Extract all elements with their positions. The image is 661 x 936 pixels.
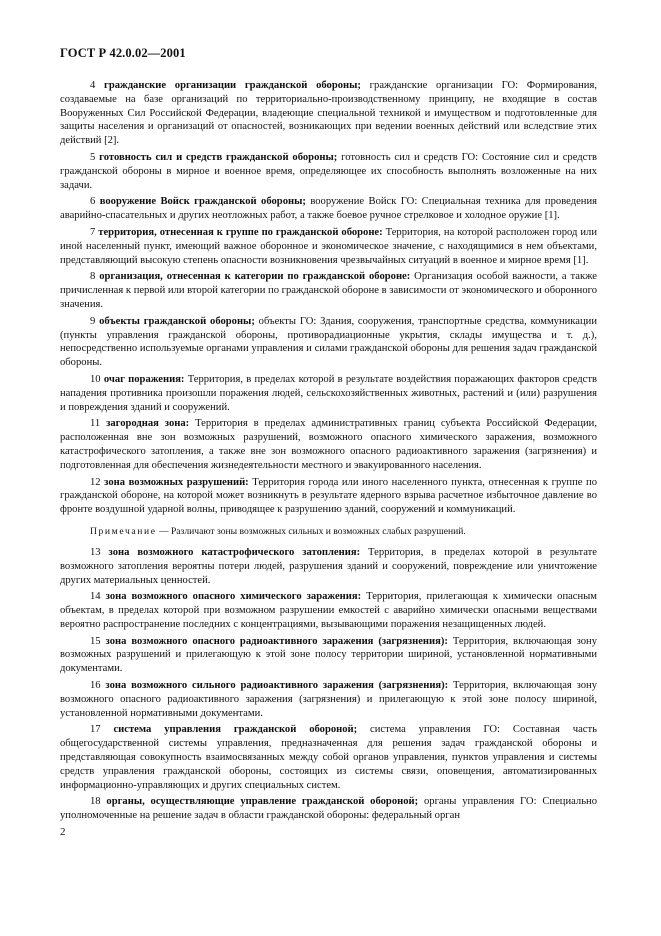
definition-number: 12 bbox=[90, 476, 101, 488]
definition-paragraph bbox=[60, 476, 597, 517]
definition-number: 7 bbox=[90, 226, 96, 238]
definition-paragraph bbox=[60, 546, 597, 587]
definitions-list-1 bbox=[60, 79, 597, 517]
document-body bbox=[60, 79, 597, 826]
definition-paragraph bbox=[60, 79, 597, 148]
definition-text: вооружение Войск ГО: Специальная техника для проведения аварийно-спасательных и других неотложных работ, а также боевое ручное стрелковое и холодное оружие [1]. bbox=[60, 196, 597, 222]
definition-text: Территория, в пределах которой в результате возможного затопления вероятны потери людей, разрушения зданий и сооружений, повреждение или уничтожение других материальных ценностей. bbox=[60, 546, 597, 586]
definition-term: зона возможного опасного радиоактивного заражения (загрязнения): bbox=[105, 635, 448, 647]
definition-paragraph bbox=[60, 270, 597, 311]
definition-term: зона возможного сильного радиоактивного заражения (загрязнения): bbox=[105, 680, 449, 692]
definition-term: система управления гражданской обороной; bbox=[113, 724, 358, 736]
definition-term: очаг поражения: bbox=[103, 373, 185, 385]
definition-term: готовность сил и средств гражданской обороны; bbox=[99, 151, 338, 163]
definition-term: объекты гражданской обороны; bbox=[99, 315, 255, 327]
definition-text: Территория, прилегающая к химически опасным объектам, в пределах которой при возможном разрушении емкостей с аварийно химически опасными веществами вероятно распространение последних с концентрациями, вызывающими поражения незащищенных людей. bbox=[60, 591, 598, 630]
definition-number: 5 bbox=[90, 151, 96, 163]
definition-number: 10 bbox=[90, 373, 101, 385]
definition-paragraph bbox=[60, 417, 597, 472]
definition-number: 8 bbox=[90, 271, 96, 283]
definition-text: Территория, включающая зону возможных разрушений и прилегающую к этой зоне полосу территории шириной, установленной нормативными документами. bbox=[60, 635, 597, 675]
definition-number: 11 bbox=[90, 418, 101, 430]
definition-paragraph bbox=[60, 226, 597, 267]
definition-paragraph bbox=[60, 195, 597, 223]
definition-paragraph bbox=[60, 635, 597, 676]
definition-term: загородная зона: bbox=[106, 418, 190, 430]
definition-term: зона возможного опасного химического заражения: bbox=[105, 591, 362, 603]
document-header: ГОСТ Р 42.0.02—2001 bbox=[60, 46, 186, 60]
definition-term: органы, осуществляющие управление гражданской обороной; bbox=[106, 796, 419, 808]
definition-number: 17 bbox=[90, 724, 101, 736]
definition-number: 18 bbox=[90, 796, 101, 808]
definition-text: готовность сил и средств ГО: Состояние сил и средств гражданской обороны в мирное и военное время, определяющее их способность выполнять возложенные на них задачи. bbox=[60, 151, 597, 191]
definitions-list-2 bbox=[60, 546, 597, 823]
definition-number: 13 bbox=[90, 546, 101, 558]
definition-paragraph bbox=[60, 315, 597, 370]
definition-paragraph bbox=[60, 373, 597, 414]
definition-paragraph bbox=[60, 679, 597, 720]
definition-number: 15 bbox=[90, 635, 101, 647]
definition-term: зона возможного катастрофического затопления: bbox=[108, 546, 361, 558]
definition-text: объекты ГО: Здания, сооружения, транспортные средства, коммуникации (пункты управления гражданской обороны, противорадиационные укрытия, склады имущества и т. д.), непосредственно используемые органами управления и силами гражданской обороны для решения задач гражданской обороны. bbox=[60, 315, 597, 369]
definition-text: органы управления ГО: Специально уполномоченные на решение задач в области гражданской обороны: федеральный орган bbox=[60, 796, 597, 822]
definition-number: 16 bbox=[90, 680, 101, 692]
definition-term: зона возможных разрушений: bbox=[104, 476, 249, 488]
definition-text: Территория в пределах административных границ субъекта Российской Федерации, расположенная вне зон возможных разрушений, возможного опасного химического заражения, возможного катастрофического затопления, а также вне зон возможного опасного радиоактивного заражения (загрязнения) и подготовленная для обеспечения жизнедеятельности местного и эвакуированного населения. bbox=[60, 418, 597, 471]
definition-text: Территория, включающая зону возможного опасного радиоактивного заражения (загрязнения) и прилегающую к этой зоне полосу шириной, установленной нормативными документами. bbox=[60, 680, 597, 719]
definition-number: 14 bbox=[90, 591, 101, 603]
note-label: Примечание bbox=[90, 525, 157, 537]
definition-number: 4 bbox=[90, 80, 96, 91]
definition-paragraph bbox=[60, 795, 597, 823]
definition-number: 6 bbox=[90, 196, 96, 208]
definition-paragraph bbox=[60, 723, 597, 792]
definition-text: система управления ГО: Составная часть общегосударственной системы управления, предназначенная для решения задач гражданской обороны и представляющая совокупность взаимосвязанных между собой органов управления, пунктов управления и системы средств управления гражданской обороны, состоящих из системы связи, оповещения, автоматизированных информационно-управляющих и других специальных систем. bbox=[60, 724, 597, 791]
definition-term: организация, отнесенная к категории по гражданской обороне: bbox=[99, 271, 411, 283]
page-number: 2 bbox=[60, 826, 66, 838]
definition-paragraph bbox=[60, 590, 597, 631]
definition-paragraph bbox=[60, 151, 597, 192]
definition-text: гражданские организации ГО: Формирования, создаваемые на базе организаций по территориально-производственному принципу, не входящие в состав Вооруженных Сил Российской Федерации, владеющие специальной техникой и имуществом и подготовленные для защиты населения и организаций от опасностей, возникающих при ведении военных действий или вследствие этих действий [2]. bbox=[60, 80, 597, 147]
definition-text: Территория, в пределах которой в результате воздействия поражающих факторов средств нападения противника произошли поражения людей, сельскохозяйственных животных, растений и (или) разрушения и повреждения зданий и сооружений. bbox=[60, 373, 598, 413]
definition-term: гражданские организации гражданской обороны; bbox=[104, 80, 361, 91]
definition-term: территория, отнесенная к группе по гражданской обороне: bbox=[98, 226, 383, 238]
note-text: — Различают зоны возможных сильных и возможных слабых разрушений. bbox=[156, 525, 466, 537]
note bbox=[60, 525, 597, 538]
definition-text: Организация особой важности, а также причисленная к первой или второй категории по гражданской обороне в зависимости от экономического и оборонного значения. bbox=[60, 271, 598, 310]
definition-number: 9 bbox=[90, 315, 96, 327]
definition-term: вооружение Войск гражданской обороны; bbox=[99, 196, 306, 208]
definition-text: Территория города или иного населенного пункта, отнесенная к группе по гражданской обороне, на которой может возникнуть в результате ядерного взрыва расчетное избыточное давление во фронте воздушной ударной волны, приводящее к разрушению зданий, сооружений и коммуникаций. bbox=[60, 476, 597, 516]
definition-text: Территория, на которой расположен город или иной населенный пункт, имеющий важное оборонное и экономическое значение, с находящимися в нем объектами, представляющий высокую степень опасности возникновения чрезвычайных ситуаций в военное и мирное время [1]. bbox=[60, 226, 597, 266]
